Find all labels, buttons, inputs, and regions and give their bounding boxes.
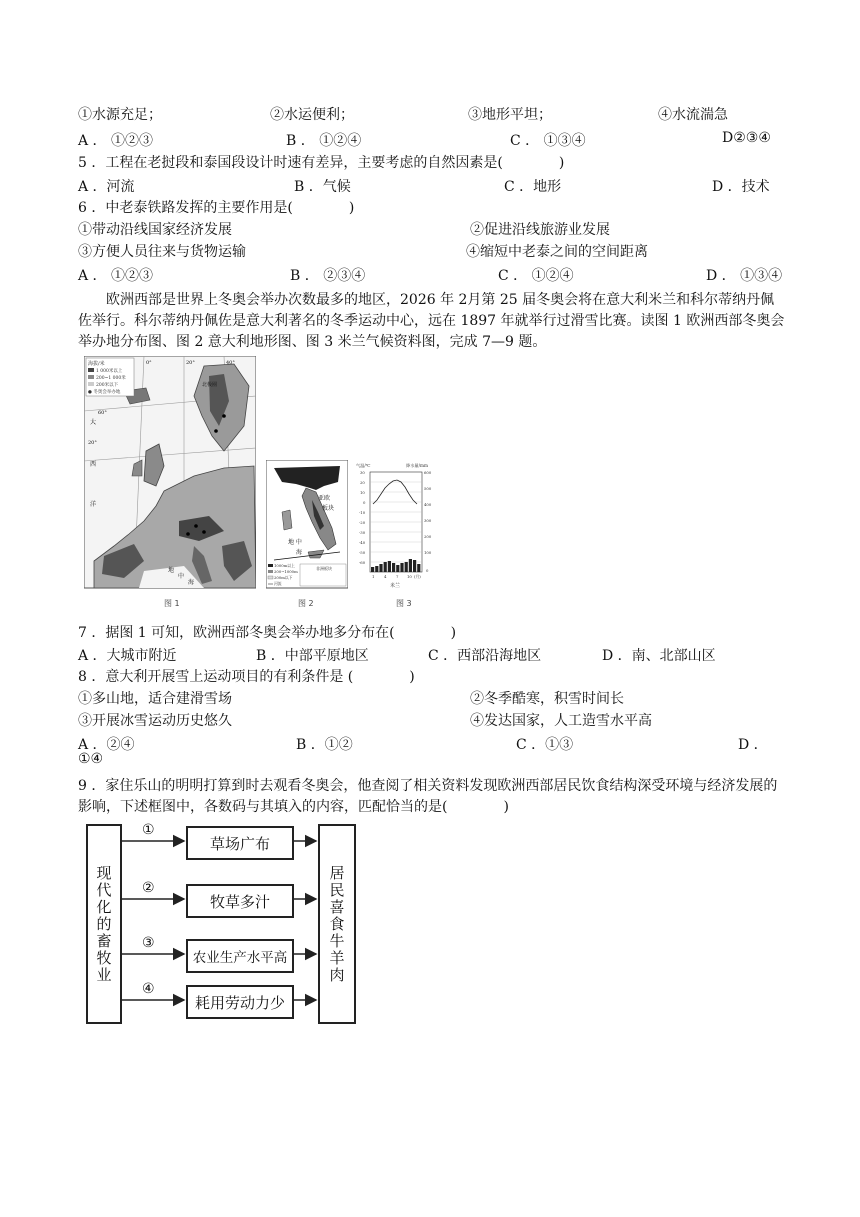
q6-item-4: ④缩短中老泰之间的空间距离: [466, 244, 648, 260]
fig1-sea-1: 地: [168, 567, 175, 574]
fig3-lt-6: -30: [359, 530, 366, 535]
left-box-modern-pastoralism: 现代化的畜牧业: [86, 824, 122, 1024]
precip-bar: [384, 562, 387, 572]
fig3-rt-4: 200: [424, 534, 432, 539]
fig3-rt-1: 500: [424, 486, 432, 491]
q4-choice-b: B ． ①②④: [286, 133, 362, 149]
q9-flow-diagram: [84, 820, 374, 1030]
fig2-label-sea-2: 海: [296, 549, 303, 556]
marker-2: ②: [142, 880, 155, 896]
fig3-lt-1: 20: [360, 480, 365, 485]
q6-item-3: ③方便人员往来与货物运输: [78, 244, 246, 260]
q4-option-1: ①水源充足；: [78, 107, 162, 123]
figure-3-climate-chart: [354, 460, 438, 590]
fig3-lt-8: -50: [359, 550, 366, 555]
q6-choice-c: C ． ①②④: [498, 268, 574, 284]
q7-choice-c: C ．西部沿海地区: [428, 648, 542, 664]
precip-bar: [405, 562, 408, 572]
fig2-legend-1: 1000m以上: [274, 563, 295, 568]
europe-map-drawing: [84, 356, 256, 594]
marker-1: ①: [142, 822, 155, 838]
q5-choice-c: C ．地形: [504, 179, 562, 195]
precip-bar: [400, 563, 403, 572]
q7-choice-d: D ．南、北部山区: [602, 648, 716, 664]
fig3-rt-5: 100: [424, 550, 432, 555]
q7-stem: 7 ．据图 1 可知，欧洲西部冬奥会举办地多分布在( ): [78, 625, 457, 641]
q8-choice-d: D ．: [738, 737, 768, 753]
q4-option-2: ②水运便利；: [270, 107, 354, 123]
precip-bar: [371, 567, 374, 572]
q6-choice-a: A ． ①②③: [78, 268, 154, 284]
q4-choice-c: C ． ①③④: [510, 133, 586, 149]
fig3-station: 米兰: [390, 583, 401, 589]
q7-choice-b: B ．中部平原地区: [256, 648, 369, 664]
q6-item-2: ②促进沿线旅游业发展: [470, 222, 610, 238]
q8-choice-d-text: ①④: [78, 751, 104, 767]
q5-choice-d: D ．技术: [712, 179, 770, 195]
fig3-lt-5: -20: [359, 520, 366, 525]
q4-option-3: ③地形平坦；: [468, 107, 552, 123]
box-high-agri-level: 农业生产水平高: [186, 939, 294, 973]
figure-3-caption: 图 3: [396, 599, 412, 608]
precip-bar: [392, 563, 395, 572]
climate-chart-drawing: [354, 460, 438, 590]
fig1-sea-2: 中: [178, 573, 185, 580]
fig3-xt-0: 1: [372, 574, 375, 579]
q6-choice-b: B ． ②③④: [290, 268, 366, 284]
precip-bar: [379, 564, 382, 572]
q6-choice-d: D ． ①③④: [706, 268, 783, 284]
marker-3: ③: [142, 935, 155, 951]
italy-map-drawing: [266, 460, 348, 590]
precip-bar: [417, 564, 420, 572]
fig1-ocean-3: 洋: [90, 501, 97, 508]
fig1-legend-4: ● 冬奥会举办地: [88, 390, 121, 395]
fig1-ocean-2: 西: [90, 461, 97, 468]
marker-4: ④: [142, 981, 155, 997]
fig3-lt-7: -40: [359, 540, 366, 545]
fig3-rt-0: 600: [424, 470, 432, 475]
q8-choice-b: B ．①②: [296, 737, 353, 753]
fig2-label-africa: 非洲板块: [316, 566, 332, 571]
fig3-lt-2: 10: [360, 490, 365, 495]
q8-choice-c: C ．①③: [516, 737, 574, 753]
fig2-label-eurasia: 亚欧: [318, 495, 331, 502]
fig1-legend-title: 海拔/米: [88, 361, 105, 367]
fig1-lon-0: 0°: [146, 360, 152, 366]
fig1-lon-40e: 40°: [226, 360, 235, 366]
q8-item-4: ④发达国家，人工造雪水平高: [470, 713, 652, 729]
q9-stem: 9 ．家住乐山的明明打算到时去观看冬奥会，他查阅了相关资料发现欧洲西部居民饮食结构深受环境与经济发展的影响，下述框图中，各数码与其填入的内容，匹配恰当的是( ): [78, 778, 778, 815]
fig1-legend-3: 200米以下: [96, 383, 119, 388]
precip-bar: [409, 559, 412, 572]
box-juicy-forage: 牧草多汁: [186, 884, 294, 918]
q4-choice-a: A ． ①②③: [78, 133, 154, 149]
fig3-rt-2: 400: [424, 502, 432, 507]
fig2-legend-2: 200~1000m: [274, 569, 298, 574]
right-box-residents-eat-beef: 居民喜食牛羊肉: [318, 824, 356, 1024]
fig1-arctic-circle: 北极圈: [202, 382, 218, 388]
figure-2-caption: 图 2: [298, 599, 314, 608]
fig1-lon-20e: 20°: [186, 360, 195, 366]
fig3-ylabel-left: 气温/℃: [356, 463, 371, 468]
fig2-legend-4: 河流: [274, 581, 282, 586]
fig1-lat-60: 60°: [98, 410, 107, 416]
q8-item-3: ③开展冰雪运动历史悠久: [78, 713, 232, 729]
figure-2-italy-map: [266, 460, 348, 590]
fig1-lon-20w: 20°: [88, 440, 97, 446]
fig1-legend-1: 1 000米以上: [96, 369, 123, 374]
fig2-label-plate: 板块: [322, 505, 335, 512]
q8-item-2: ②冬季酷寒，积雪时间长: [470, 691, 624, 707]
q8-stem: 8 ．意大利开展雪上运动项目的有利条件是 ( ): [78, 669, 415, 685]
precip-bar: [375, 566, 378, 572]
q4-option-4: ④水流湍急: [658, 107, 728, 123]
precip-bar: [396, 565, 399, 572]
fig3-xt-1: 4: [384, 574, 387, 579]
fig3-lt-0: 30: [360, 470, 365, 475]
q6-stem: 6 ．中老泰铁路发挥的主要作用是( ): [78, 200, 355, 216]
fig1-sea-3: 海: [188, 579, 195, 586]
q5-stem: 5 ．工程在老挝段和泰国段设计时速有差异，主要考虑的自然因素是( ): [78, 155, 565, 171]
box-less-labor: 耗用劳动力少: [186, 985, 294, 1019]
fig3-xt-3: 10: [407, 574, 412, 579]
fig3-lt-4: -10: [359, 510, 366, 515]
fig2-legend-3: 200m以下: [274, 575, 293, 580]
figure-1-europe-map: [84, 356, 256, 594]
fig1-ocean-1: 大: [90, 419, 97, 426]
precip-bar: [413, 560, 416, 572]
q4-choice-d: D②③④: [722, 130, 771, 146]
reading-passage: 欧洲西部是世界上冬奥会举办次数最多的地区，2026 年 2月第 25 届冬奥会将在意大利米兰和科尔蒂纳丹佩佐举行。科尔蒂纳丹佩佐是意大利著名的冬季运动中心，远在 1897 年就举行过滑雪比赛。读图 1 欧洲西部冬奥会举办地分布图、图 2 意大利地形图、图 3 米兰气候资料图，完成 7—9 题。: [78, 292, 785, 350]
fig3-rt-6: 0: [426, 568, 429, 573]
fig3-xt-2: 7: [396, 574, 399, 579]
fig3-lt-3: 0: [363, 500, 366, 505]
figure-1-caption: 图 1: [164, 599, 180, 608]
fig1-legend-2: 200~1 000米: [96, 376, 126, 381]
q8-choice-a: A ．②④: [78, 737, 135, 753]
q5-choice-b: B ．气候: [294, 179, 351, 195]
q7-choice-a: A ．大城市附近: [78, 648, 177, 664]
fig2-label-sea: 地 中: [288, 539, 302, 546]
q6-item-1: ①带动沿线国家经济发展: [78, 222, 232, 238]
fig3-rt-3: 300: [424, 518, 432, 523]
fig3-ylabel-right: 降水量/mm: [406, 463, 428, 468]
q8-item-1: ①多山地，适合建滑雪场: [78, 691, 232, 707]
box-grassland: 草场广布: [186, 826, 294, 860]
q5-choice-a: A ．河流: [78, 179, 135, 195]
fig3-xt-4: (月): [414, 574, 421, 579]
fig3-lt-9: -60: [359, 560, 366, 565]
precip-bar: [388, 561, 391, 572]
